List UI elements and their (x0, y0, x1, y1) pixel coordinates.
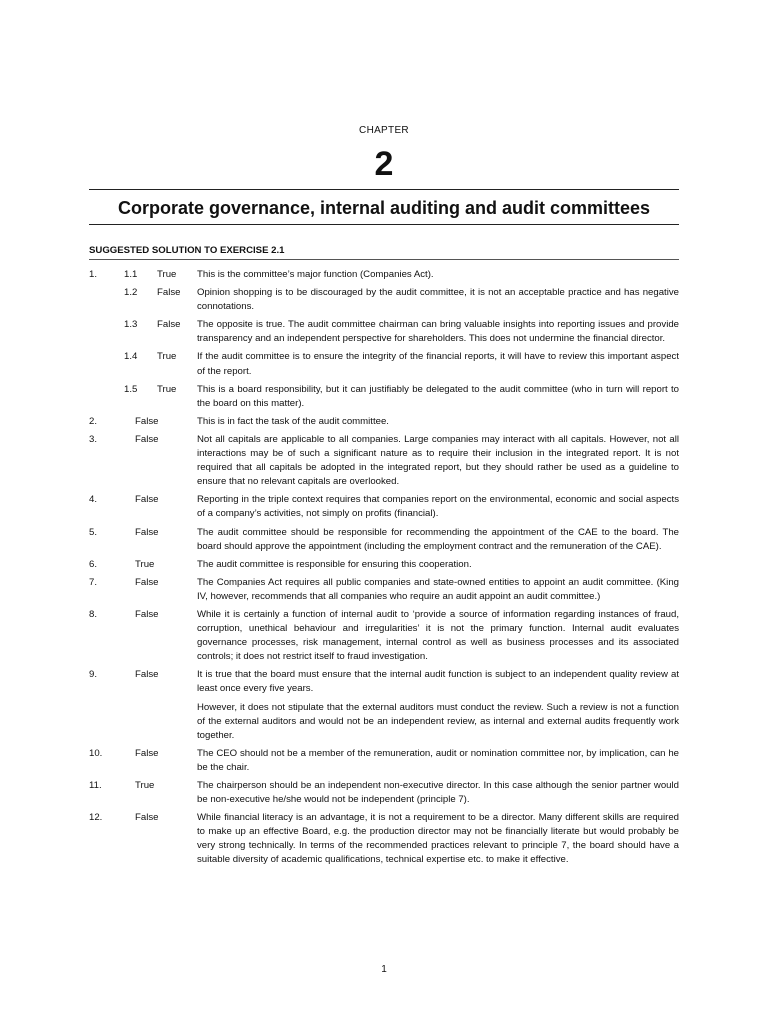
item-subnumber: 1.2 (124, 287, 138, 299)
answer-row (89, 526, 679, 554)
explanation-paragraph: However, it does not stipulate that the external auditors must conduct the review. Such a review is not a function of the external auditors and would not be an independent review, as internal and external audits frequently work together. (197, 701, 679, 741)
item-answer: False (135, 747, 159, 759)
item-explanation (197, 433, 679, 489)
item-answer: False (135, 576, 159, 588)
answer-row (89, 318, 679, 346)
item-number: 4. (89, 494, 98, 506)
item-answer: False (135, 526, 159, 538)
item-answer: True (157, 269, 177, 280)
item-explanation (197, 576, 679, 604)
explanation-paragraph: Opinion shopping is to be discouraged by the audit committee, it is not an acceptable practice and has negative connotations. (197, 287, 679, 313)
item-explanation (197, 383, 679, 411)
section-rule (89, 259, 679, 260)
title-bottom-rule (89, 224, 679, 225)
answer-row (89, 383, 679, 411)
item-number: 7. (89, 576, 98, 588)
answer-row (89, 747, 679, 775)
explanation-paragraph: If the audit committee is to ensure the integrity of the financial reports, it will have to review this important aspect of the report. (197, 351, 679, 377)
item-answer: True (157, 383, 177, 395)
explanation-paragraph: This is in fact the task of the audit committee. (197, 415, 389, 427)
item-number: 5. (89, 526, 98, 538)
item-explanation (197, 811, 679, 867)
page-number: 1 (381, 964, 387, 975)
chapter-label: CHAPTER (359, 125, 409, 136)
answer-row (89, 558, 679, 572)
explanation-paragraph: While it is certainly a function of internal audit to ‘provide a source of information regarding instances of fraud, corruption, unethical behaviour and irregularities’ it is not the primary function. Internal audit evaluates governance processes, risk management, internal control as well as business processes and its associated controls; it does not restrict itself to fraud investigation. (197, 608, 679, 663)
item-explanation (197, 350, 679, 378)
item-explanation (197, 779, 679, 807)
item-explanation (197, 558, 679, 572)
item-subnumber: 1.3 (124, 319, 138, 331)
item-answer: False (135, 608, 159, 620)
item-explanation (197, 526, 679, 554)
item-answer: False (157, 287, 181, 299)
explanation-paragraph: While financial literacy is an advantage, it is not a requirement to be a director. Many different skills are required to make up an effective Board, e.g. the production director may not be financially literate but would probably be very strong technically. In terms of the recommended practices relevant to principle 7, the board should have a suitable diversity of academic qualifications, technical expertise etc. to make it effective. (197, 812, 679, 866)
answer-row (89, 811, 679, 867)
answer-row (89, 493, 679, 521)
item-explanation (197, 747, 679, 775)
answer-row (89, 350, 679, 378)
title-top-rule (89, 189, 679, 190)
explanation-paragraph: The Companies Act requires all public companies and state-owned entities to appoint an audit committee. (King IV, however, recommends that all companies who require an audit appoint an audit committee.) (197, 576, 679, 602)
explanation-paragraph: The chairperson should be an independent non-executive director. In this case although the senior partner would be non-executive he/she would not be independent (principle 7). (197, 780, 679, 806)
item-answer: False (157, 319, 181, 331)
explanation-paragraph: The audit committee is responsible for ensuring this cooperation. (197, 558, 472, 570)
item-number: 6. (89, 558, 98, 570)
item-subnumber: 1.4 (124, 351, 138, 363)
answer-row (89, 668, 679, 742)
explanation-paragraph: It is true that the board must ensure that the internal audit function is subject to an independent quality review at least once every five years. (197, 669, 679, 695)
item-subnumber: 1.1 (124, 269, 138, 280)
item-explanation (197, 493, 679, 521)
answer-row (89, 415, 679, 429)
item-answer: False (135, 415, 159, 427)
explanation-paragraph: This is a board responsibility, but it can justifiably be delegated to the audit committee (who in turn will report to the board on this matter). (197, 383, 679, 409)
item-number: 8. (89, 608, 98, 620)
answer-row (89, 268, 679, 282)
explanation-paragraph: Reporting in the triple context requires that companies report on the environmental, economic and social aspects of a company’s activities, not simply on profits (financial). (197, 494, 679, 520)
explanation-paragraph: This is the committee’s major function (Companies Act). (197, 269, 434, 280)
item-number: 9. (89, 669, 98, 681)
item-answer: False (135, 669, 159, 681)
item-explanation (197, 286, 679, 314)
answer-row (89, 433, 679, 489)
explanation-paragraph: The audit committee should be responsible for recommending the appointment of the CAE to the board. The board should approve the appointment (including the employment contract and the remuneration of the CAE). (197, 526, 679, 552)
answer-row (89, 779, 679, 807)
page-title: Corporate governance, internal auditing and audit committees (117, 198, 651, 218)
answer-list (89, 268, 679, 872)
item-number: 10. (89, 747, 103, 759)
item-number: 12. (89, 812, 103, 824)
item-answer: False (135, 494, 159, 506)
answer-row (89, 608, 679, 664)
item-answer: False (135, 433, 159, 445)
item-number: 1. (89, 269, 98, 280)
chapter-number: 2 (374, 145, 394, 183)
item-answer: True (135, 780, 155, 791)
item-number: 2. (89, 415, 98, 427)
explanation-paragraph: Not all capitals are applicable to all companies. Large companies may interact with all capitals. However, not all interactions may be of such a significant nature as to require their inclusion in the integrated report. It is not required that all capitals be adopted in the integrated report, but they should rather be used as a guideline to ensure that no relevant capitals are overlooked. (197, 433, 679, 488)
item-explanation (197, 415, 679, 429)
explanation-paragraph: The CEO should not be a member of the remuneration, audit or nomination committee nor, by implication, can he be the chair. (197, 747, 679, 773)
item-answer: True (135, 558, 155, 570)
item-subnumber: 1.5 (124, 383, 138, 395)
item-number: 3. (89, 433, 98, 445)
item-explanation (197, 268, 679, 282)
item-answer: True (157, 351, 177, 363)
explanation-paragraph: The opposite is true. The audit committee chairman can bring valuable insights into reporting issues and provide transparency and an independent perspective for shareholders. This does not undermine the financial director. (197, 319, 679, 345)
item-explanation (197, 668, 679, 742)
item-explanation (197, 318, 679, 346)
item-explanation (197, 608, 679, 664)
item-number: 11. (89, 780, 102, 791)
item-answer: False (135, 812, 159, 824)
section-heading: SUGGESTED SOLUTION TO EXERCISE 2.1 (89, 245, 285, 256)
answer-row (89, 576, 679, 604)
answer-row (89, 286, 679, 314)
